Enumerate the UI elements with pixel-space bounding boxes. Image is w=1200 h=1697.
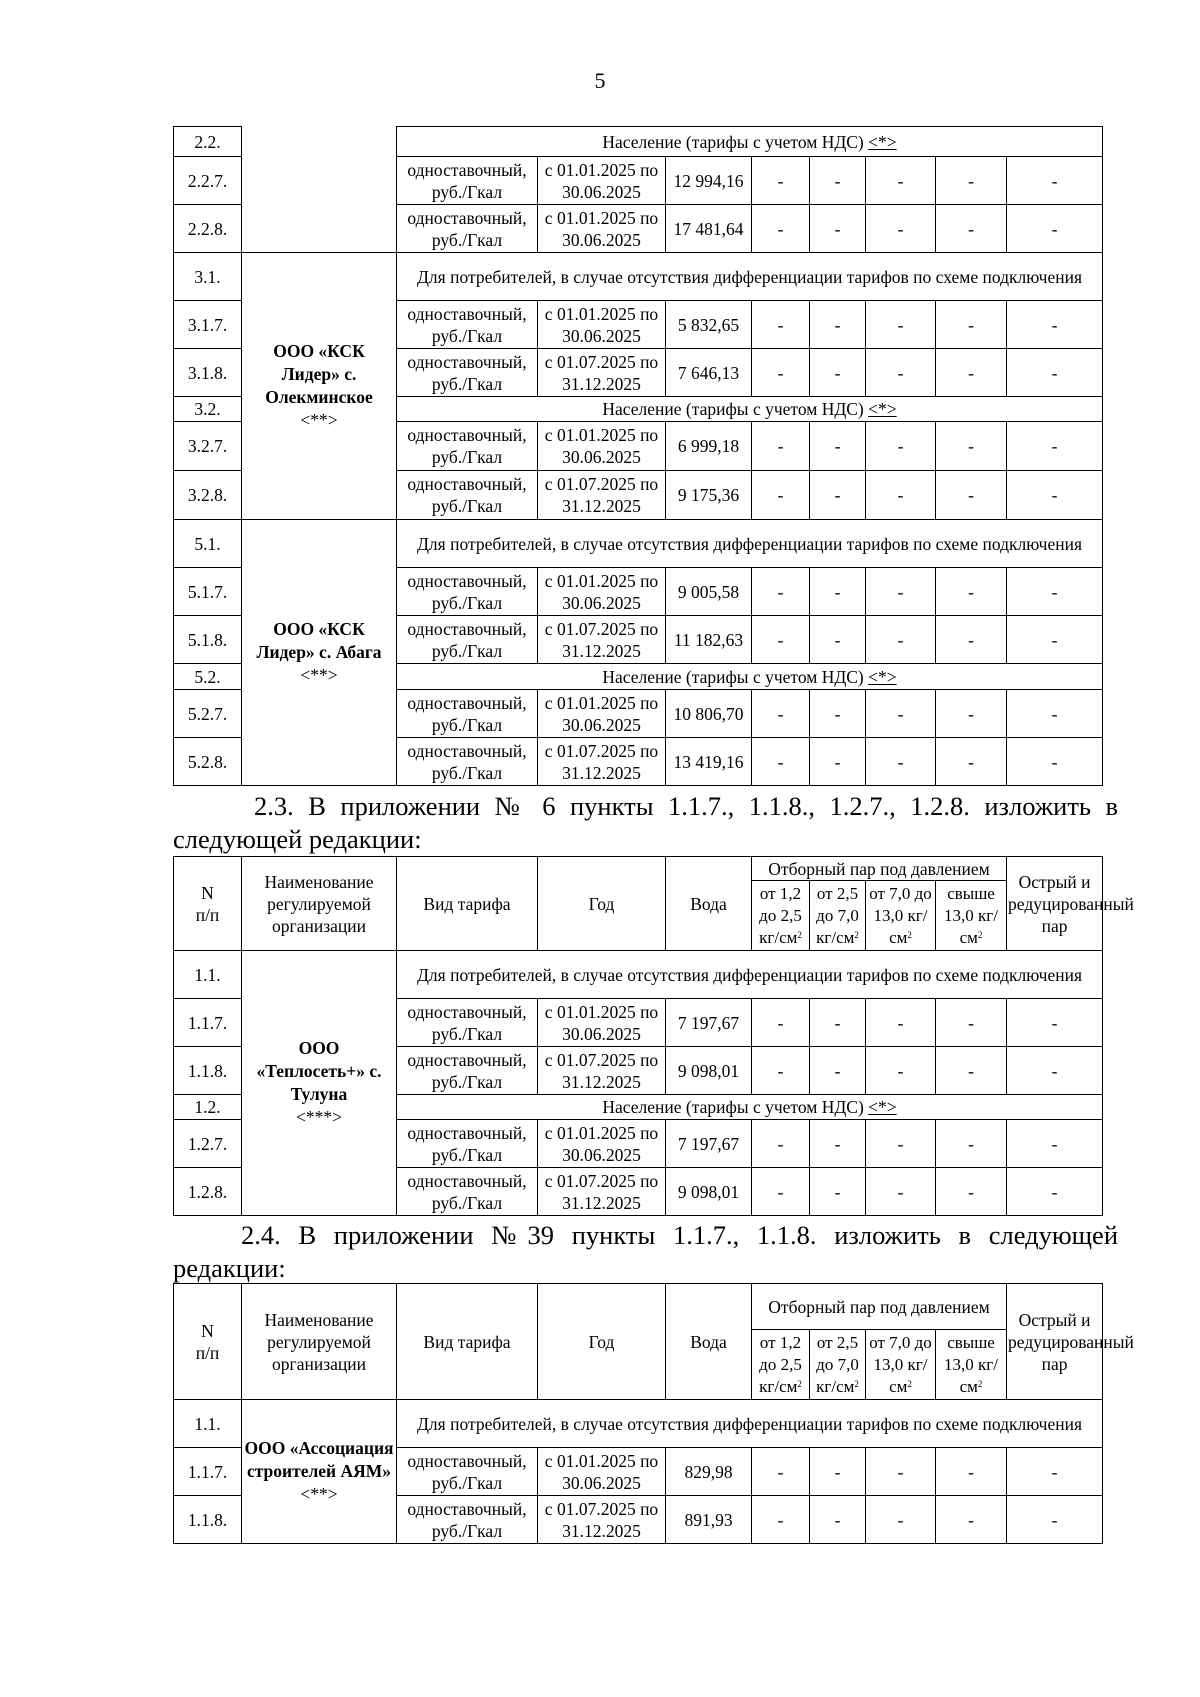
table-row: 1.1.7. одноставочный, руб./Гкал с 01.01.2025 по 30.06.2025 7 197,67 - - - - - (174, 999, 1103, 1047)
period: с 01.01.2025 по 30.06.2025 (538, 205, 666, 253)
table-row: 3.2.7. одноставочный, руб./Гкал с 01.01.2025 по 30.06.2025 6 999,18 - - - - - (174, 422, 1103, 471)
table-row: 1.2.8. одноставочный, руб./Гкал с 01.07.2025 по 31.12.2025 9 098,01 - - - - - (174, 1168, 1103, 1216)
table-row: 2.2.8. одноставочный, руб./Гкал с 01.01.2025 по 30.06.2025 17 481,64 - - - - - (174, 205, 1103, 253)
tariff-table-continued (173, 126, 1103, 786)
row-number: 2.2.8. (174, 205, 242, 253)
row-number: 2.2. (174, 127, 242, 157)
tariff-type: одноставочный, руб./Гкал (397, 205, 538, 253)
col-year-header: Год (538, 857, 666, 951)
water-tariff: 6 999,18 (666, 422, 752, 471)
paragraph-2-4: 2.4. В приложении №39 пункты 1.1.7., 1.1.8. изложить в следующей редакции: (173, 1220, 1118, 1283)
col-steam-2-header: от 2,5 до 7,0 $кг/см^2$ (810, 881, 866, 951)
col-n-header: N п/п (174, 857, 242, 951)
col-steam-3-header: от 7,0 до 13,0 $кг/см^2$ (866, 1330, 936, 1400)
col-n-header: N п/п (174, 1284, 242, 1400)
section-heading: Для потребителей, в случае отсутствия дифференциации тарифов по схеме подключения (397, 951, 1103, 999)
table-row: 3.1.8. одноставочный, руб./Гкал с 01.07.2025 по 31.12.2025 7 646,13 - - - - - (174, 349, 1103, 397)
water-tariff: 9 098,01 (666, 1168, 752, 1216)
water-tariff: 12 994,16 (666, 157, 752, 205)
organization-name: ООО «КСК Лидер» с. Абага <**> (242, 520, 397, 786)
row-number: 2.2.7. (174, 157, 242, 205)
col-steam-group-header: Отборный пар под давлением (752, 857, 1007, 881)
table-row (174, 127, 1103, 157)
table-row: 1.2.7. одноставочный, руб./Гкал с 01.01.2025 по 30.06.2025 7 197,67 - - - - - (174, 1120, 1103, 1168)
header-row (174, 1284, 1103, 1330)
water-tariff: 7 197,67 (666, 1120, 752, 1168)
table-row (174, 253, 1103, 301)
table-row: 1.1. ООО «Теплосеть+» с. Тулуна <***> Для потребителей, в случае отсутствия дифференциации тарифов по схеме подключения (174, 951, 1103, 999)
period: с 01.01.2025 по 30.06.2025 (538, 157, 666, 205)
organization-name: ООО «КСК Лидер» с. Олекминское <**> (242, 253, 397, 520)
tariff-type: одноставочный, руб./Гкал (397, 157, 538, 205)
tariff-table-appendix-39 (173, 1283, 1134, 1544)
table-row: 5.1.7. одноставочный, руб./Гкал с 01.01.2025 по 30.06.2025 9 005,58 - - - - - (174, 568, 1103, 616)
col-steam-1-header: от 1,2 до 2,5 $кг/см^2$ (752, 1330, 810, 1400)
water-tariff: 9 175,36 (666, 471, 752, 520)
water-tariff: 13 419,16 (666, 738, 752, 786)
water-tariff: 829,98 (666, 1448, 752, 1496)
col-steam-1-header: от 1,2 до 2,5 $кг/см^2$ (752, 881, 810, 951)
water-tariff: 17 481,64 (666, 205, 752, 253)
table-row: 1.1.8. одноставочный, руб./Гкал с 01.07.2025 по 31.12.2025 891,93 - - - - - (174, 1496, 1103, 1544)
organization-name: ООО «Ассоциация строителей АЯМ» <**> (242, 1400, 397, 1544)
table-row: 3.1.7. одноставочный, руб./Гкал с 01.01.2025 по 30.06.2025 5 832,65 - - - - - (174, 301, 1103, 349)
section-heading: Население (тарифы с учетом НДС) <*> (397, 397, 1103, 422)
col-steam-4-header: свыше 13,0 $кг/см^2$ (936, 881, 1007, 951)
section-heading: Для потребителей, в случае отсутствия дифференциации тарифов по схеме подключения (397, 520, 1103, 568)
col-steam-4-header: свыше 13,0 $кг/см^2$ (936, 1330, 1007, 1400)
col-steam-2-header: от 2,5 до 7,0 $кг/см^2$ (810, 1330, 866, 1400)
water-tariff: 9 098,01 (666, 1047, 752, 1095)
water-tariff: 7 197,67 (666, 999, 752, 1047)
water-tariff: 11 182,63 (666, 616, 752, 664)
table-row: 1.2. Население (тарифы с учетом НДС) <*> (174, 1095, 1103, 1120)
section-heading: Население (тарифы с учетом НДС) <*> (397, 1095, 1103, 1120)
table-row: 5.2. Население (тарифы с учетом НДС) <*> (174, 664, 1103, 690)
water-tariff: 891,93 (666, 1496, 752, 1544)
table-row: 1.1. ООО «Ассоциация строителей АЯМ» <**> Для потребителей, в случае отсутствия дифференциации тарифов по схеме подключения (174, 1400, 1103, 1448)
col-steam-group-header: Отборный пар под давлением (752, 1284, 1007, 1330)
section-heading: Население (тарифы с учетом НДС) <*> (397, 664, 1103, 690)
table-row: 3.2.8. одноставочный, руб./Гкал с 01.07.2025 по 31.12.2025 9 175,36 - - - - - (174, 471, 1103, 520)
col-org-header: Наименование регулируемой организации (242, 1284, 397, 1400)
col-org-header: Наименование регулируемой организации (242, 857, 397, 951)
water-tariff: 10 806,70 (666, 690, 752, 738)
section-heading: Для потребителей, в случае отсутствия дифференциации тарифов по схеме подключения (397, 1400, 1103, 1448)
col-water-header: Вода (666, 1284, 752, 1400)
col-sharp-steam-header: Острый и редуцированный пар (1007, 1284, 1103, 1400)
organization-name: ООО «Теплосеть+» с. Тулуна <***> (242, 951, 397, 1216)
water-tariff: 5 832,65 (666, 301, 752, 349)
table-row: 1.1.7. одноставочный, руб./Гкал с 01.01.2025 по 30.06.2025 829,98 - - - - - (174, 1448, 1103, 1496)
table-row: 5.1. ООО «КСК Лидер» с. Абага <**> Для потребителей, в случае отсутствия дифференциации тарифов по схеме подключения (174, 520, 1103, 568)
section-heading: Для потребителей, в случае отсутствия дифференциации тарифов по схеме подключения (397, 253, 1103, 301)
table-row: 5.1.8. одноставочный, руб./Гкал с 01.07.2025 по 31.12.2025 11 182,63 - - - - - (174, 616, 1103, 664)
tariff-table-appendix-6 (173, 856, 1134, 1216)
page-number: 5 (594, 68, 606, 93)
col-steam-3-header: от 7,0 до 13,0 $кг/см^2$ (866, 881, 936, 951)
col-year-header: Год (538, 1284, 666, 1400)
col-sharp-steam-header: Острый и редуцированный пар (1007, 857, 1103, 951)
col-tariff-header: Вид тарифа (397, 1284, 538, 1400)
table-row: 5.2.7. одноставочный, руб./Гкал с 01.01.2025 по 30.06.2025 10 806,70 - - - - - (174, 690, 1103, 738)
water-tariff: 7 646,13 (666, 349, 752, 397)
water-tariff: 9 005,58 (666, 568, 752, 616)
col-water-header: Вода (666, 857, 752, 951)
section-heading: Население (тарифы с учетом НДС) <*> (397, 127, 1103, 157)
col-tariff-header: Вид тарифа (397, 857, 538, 951)
table-row: 2.2.7. одноставочный, руб./Гкал с 01.01.2025 по 30.06.2025 12 994,16 - - - - - (174, 157, 1103, 205)
row-number: 3.1. (174, 253, 242, 301)
header-row (174, 857, 1103, 881)
table-row: 3.2. Население (тарифы с учетом НДС) <*> (174, 397, 1103, 422)
table-row: 5.2.8. одноставочный, руб./Гкал с 01.07.2025 по 31.12.2025 13 419,16 - - - - - (174, 738, 1103, 786)
paragraph-2-3: 2.3. В приложении № 6 пункты 1.1.7., 1.1.8., 1.2.7., 1.2.8. изложить в следующей редакции: (173, 791, 1118, 854)
table-row: 1.1.8. одноставочный, руб./Гкал с 01.07.2025 по 31.12.2025 9 098,01 - - - - - (174, 1047, 1103, 1095)
